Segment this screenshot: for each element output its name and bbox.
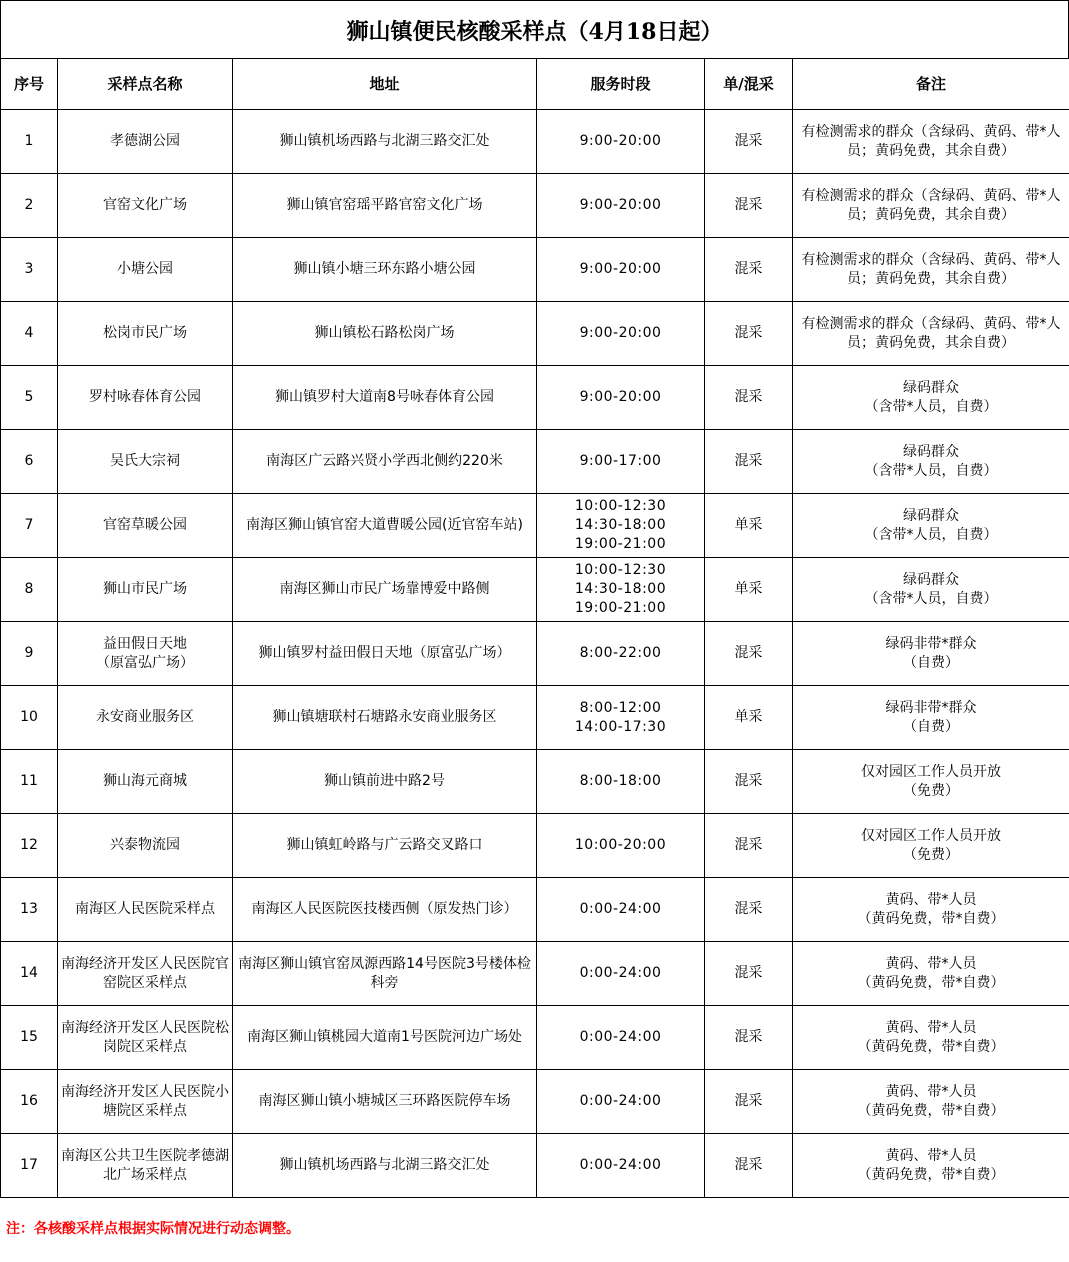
cell-site-name: 南海区人民医院采样点	[58, 878, 233, 942]
cell-service-time: 0:00-24:00	[537, 1006, 705, 1070]
footnote: 注：各核酸采样点根据实际情况进行动态调整。	[6, 1221, 300, 1237]
cell-address: 南海区狮山镇官窑凤源西路14号医院3号楼体检科旁	[233, 942, 537, 1006]
cell-address: 南海区人民医院医技楼西侧（原发热门诊）	[233, 878, 537, 942]
cell-no: 6	[1, 430, 58, 494]
cell-no: 4	[1, 302, 58, 366]
cell-service-time: 9:00-20:00	[537, 366, 705, 430]
table-body	[1, 110, 1069, 1198]
table-row	[1, 366, 1069, 430]
cell-sampling-mode: 混采	[705, 622, 793, 686]
cell-sampling-mode: 单采	[705, 686, 793, 750]
cell-address: 狮山镇机场西路与北湖三路交汇处	[233, 1134, 537, 1198]
cell-no: 13	[1, 878, 58, 942]
cell-site-name: 永安商业服务区	[58, 686, 233, 750]
cell-sampling-mode: 混采	[705, 1134, 793, 1198]
table-row	[1, 238, 1069, 302]
cell-service-time: 10:00-12:30 14:30-18:00 19:00-21:00	[537, 558, 705, 622]
cell-service-time: 9:00-20:00	[537, 302, 705, 366]
cell-service-time: 9:00-20:00	[537, 174, 705, 238]
cell-remarks: 有检测需求的群众（含绿码、黄码、带*人员；黄码免费，其余自费）	[793, 110, 1069, 174]
cell-no: 15	[1, 1006, 58, 1070]
header-sampling-mode: 单/混采	[705, 59, 793, 110]
cell-sampling-mode: 混采	[705, 1006, 793, 1070]
cell-no: 1	[1, 110, 58, 174]
cell-no: 3	[1, 238, 58, 302]
cell-no: 9	[1, 622, 58, 686]
cell-remarks: 绿码群众 （含带*人员，自费）	[793, 366, 1069, 430]
cell-no: 11	[1, 750, 58, 814]
sampling-sites-table	[0, 58, 1069, 1198]
cell-sampling-mode: 混采	[705, 302, 793, 366]
table-row	[1, 750, 1069, 814]
cell-service-time: 0:00-24:00	[537, 942, 705, 1006]
cell-no: 14	[1, 942, 58, 1006]
cell-remarks: 黄码、带*人员 （黄码免费，带*自费）	[793, 1070, 1069, 1134]
cell-service-time: 10:00-20:00	[537, 814, 705, 878]
cell-sampling-mode: 混采	[705, 750, 793, 814]
cell-service-time: 10:00-12:30 14:30-18:00 19:00-21:00	[537, 494, 705, 558]
cell-address: 狮山镇松石路松岗广场	[233, 302, 537, 366]
cell-service-time: 0:00-24:00	[537, 1070, 705, 1134]
cell-address: 狮山镇机场西路与北湖三路交汇处	[233, 110, 537, 174]
cell-sampling-mode: 混采	[705, 238, 793, 302]
cell-remarks: 绿码非带*群众 （自费）	[793, 686, 1069, 750]
cell-site-name: 南海经济开发区人民医院官窑院区采样点	[58, 942, 233, 1006]
cell-no: 17	[1, 1134, 58, 1198]
cell-address: 狮山镇小塘三环东路小塘公园	[233, 238, 537, 302]
cell-no: 12	[1, 814, 58, 878]
header-no: 序号	[1, 59, 58, 110]
cell-remarks: 仅对园区工作人员开放 （免费）	[793, 750, 1069, 814]
cell-sampling-mode: 混采	[705, 814, 793, 878]
header-remarks: 备注	[793, 59, 1069, 110]
cell-site-name: 吴氏大宗祠	[58, 430, 233, 494]
cell-no: 10	[1, 686, 58, 750]
cell-no: 7	[1, 494, 58, 558]
cell-no: 8	[1, 558, 58, 622]
cell-site-name: 松岗市民广场	[58, 302, 233, 366]
cell-service-time: 8:00-22:00	[537, 622, 705, 686]
cell-remarks: 黄码、带*人员 （黄码免费，带*自费）	[793, 1006, 1069, 1070]
cell-sampling-mode: 单采	[705, 494, 793, 558]
cell-site-name: 狮山海元商城	[58, 750, 233, 814]
cell-service-time: 9:00-17:00	[537, 430, 705, 494]
table-row	[1, 686, 1069, 750]
table-row	[1, 814, 1069, 878]
cell-sampling-mode: 单采	[705, 558, 793, 622]
cell-remarks: 仅对园区工作人员开放 （免费）	[793, 814, 1069, 878]
cell-sampling-mode: 混采	[705, 942, 793, 1006]
cell-no: 5	[1, 366, 58, 430]
table-row	[1, 1070, 1069, 1134]
cell-no: 16	[1, 1070, 58, 1134]
cell-remarks: 绿码群众 （含带*人员，自费）	[793, 430, 1069, 494]
cell-site-name: 狮山市民广场	[58, 558, 233, 622]
cell-remarks: 绿码群众 （含带*人员，自费）	[793, 494, 1069, 558]
table-row	[1, 110, 1069, 174]
cell-remarks: 绿码群众 （含带*人员，自费）	[793, 558, 1069, 622]
cell-address: 南海区广云路兴贤小学西北侧约220米	[233, 430, 537, 494]
table-row	[1, 302, 1069, 366]
cell-service-time: 9:00-20:00	[537, 238, 705, 302]
cell-address: 狮山镇官窑瑶平路官窑文化广场	[233, 174, 537, 238]
table-row	[1, 622, 1069, 686]
cell-address: 南海区狮山镇小塘城区三环路医院停车场	[233, 1070, 537, 1134]
cell-remarks: 绿码非带*群众 （自费）	[793, 622, 1069, 686]
cell-site-name: 益田假日天地 （原富弘广场）	[58, 622, 233, 686]
cell-site-name: 南海经济开发区人民医院松岗院区采样点	[58, 1006, 233, 1070]
cell-sampling-mode: 混采	[705, 110, 793, 174]
cell-site-name: 官窑草暖公园	[58, 494, 233, 558]
cell-site-name: 南海经济开发区人民医院小塘院区采样点	[58, 1070, 233, 1134]
table-header-row	[1, 59, 1069, 110]
cell-site-name: 官窑文化广场	[58, 174, 233, 238]
cell-sampling-mode: 混采	[705, 878, 793, 942]
cell-service-time: 8:00-12:00 14:00-17:30	[537, 686, 705, 750]
table-row	[1, 942, 1069, 1006]
cell-sampling-mode: 混采	[705, 366, 793, 430]
cell-address: 南海区狮山镇桃园大道南1号医院河边广场处	[233, 1006, 537, 1070]
cell-address: 狮山镇塘联村石塘路永安商业服务区	[233, 686, 537, 750]
cell-remarks: 有检测需求的群众（含绿码、黄码、带*人员；黄码免费，其余自费）	[793, 174, 1069, 238]
cell-address: 南海区狮山市民广场靠博爱中路侧	[233, 558, 537, 622]
cell-site-name: 罗村咏春体育公园	[58, 366, 233, 430]
table-row	[1, 1134, 1069, 1198]
cell-service-time: 0:00-24:00	[537, 878, 705, 942]
cell-sampling-mode: 混采	[705, 1070, 793, 1134]
cell-address: 南海区狮山镇官窑大道曹暖公园(近官窑车站)	[233, 494, 537, 558]
cell-service-time: 9:00-20:00	[537, 110, 705, 174]
cell-site-name: 兴泰物流园	[58, 814, 233, 878]
cell-no: 2	[1, 174, 58, 238]
cell-address: 狮山镇前进中路2号	[233, 750, 537, 814]
table-row	[1, 174, 1069, 238]
cell-remarks: 有检测需求的群众（含绿码、黄码、带*人员；黄码免费，其余自费）	[793, 238, 1069, 302]
cell-remarks: 黄码、带*人员 （黄码免费，带*自费）	[793, 942, 1069, 1006]
cell-site-name: 孝德湖公园	[58, 110, 233, 174]
page-title: 狮山镇便民核酸采样点（4月18日起）	[0, 0, 1069, 59]
header-address: 地址	[233, 59, 537, 110]
table-row	[1, 878, 1069, 942]
cell-address: 狮山镇罗村大道南8号咏春体育公园	[233, 366, 537, 430]
cell-sampling-mode: 混采	[705, 174, 793, 238]
table-row	[1, 1006, 1069, 1070]
table-row	[1, 494, 1069, 558]
header-site-name: 采样点名称	[58, 59, 233, 110]
cell-remarks: 黄码、带*人员 （黄码免费，带*自费）	[793, 878, 1069, 942]
cell-remarks: 黄码、带*人员 （黄码免费，带*自费）	[793, 1134, 1069, 1198]
table-row	[1, 430, 1069, 494]
cell-site-name: 南海区公共卫生医院孝德湖北广场采样点	[58, 1134, 233, 1198]
cell-remarks: 有检测需求的群众（含绿码、黄码、带*人员；黄码免费，其余自费）	[793, 302, 1069, 366]
cell-service-time: 8:00-18:00	[537, 750, 705, 814]
cell-address: 狮山镇虹岭路与广云路交叉路口	[233, 814, 537, 878]
table-row	[1, 558, 1069, 622]
header-service-time: 服务时段	[537, 59, 705, 110]
cell-sampling-mode: 混采	[705, 430, 793, 494]
cell-service-time: 0:00-24:00	[537, 1134, 705, 1198]
cell-site-name: 小塘公园	[58, 238, 233, 302]
cell-address: 狮山镇罗村益田假日天地（原富弘广场）	[233, 622, 537, 686]
